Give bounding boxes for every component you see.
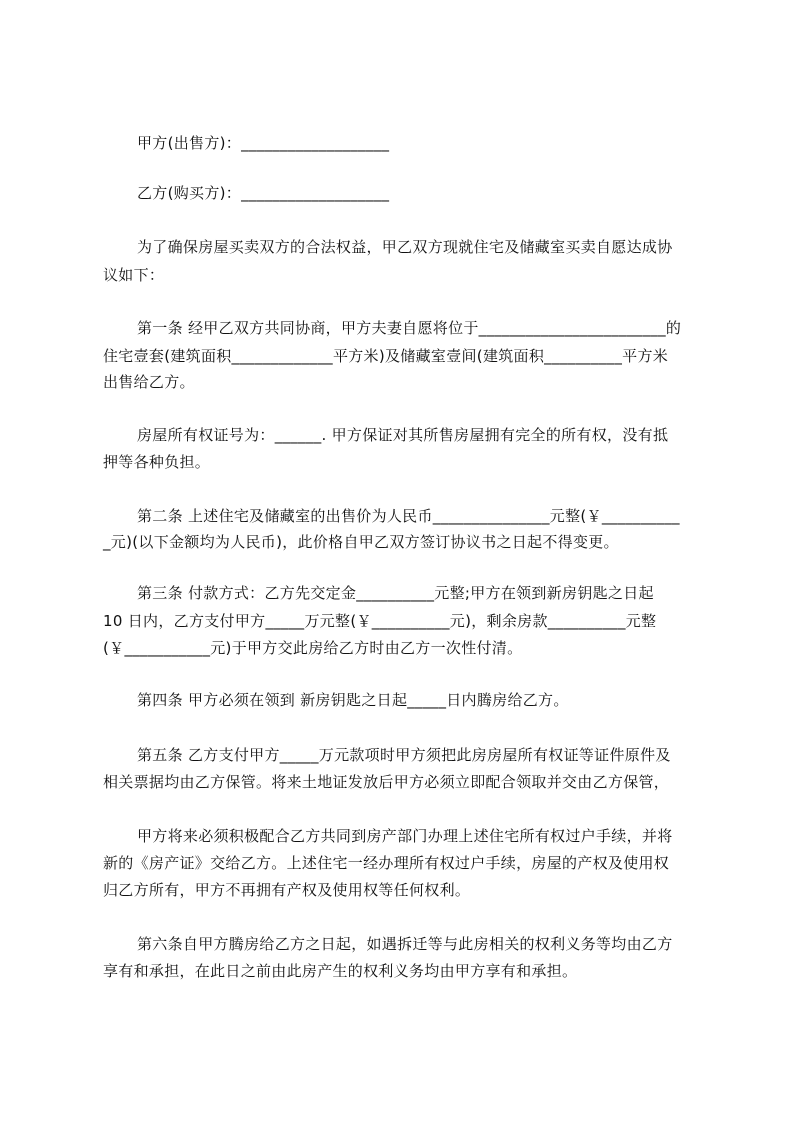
article1-line-1: 第一条 经甲乙双方共同协商，甲方夫妻自愿将位于________________________的	[137, 319, 682, 337]
article5-line-1: 第五条 乙方支付甲方_____万元款项时甲方须把此房房屋所有权证等证件原件及	[137, 746, 671, 764]
party-a-line: 甲方(出售方)：___________________	[137, 134, 390, 152]
article6-line-1: 第六条自甲方腾房给乙方之日起，如遇拆迁等与此房相关的权利义务等均由乙方	[137, 935, 673, 953]
intro-line-2: 议如下：	[103, 266, 165, 284]
transfer-line-2: 新的《房产证》交给乙方。上述住宅一经办理所有权过户手续，房屋的产权及使用权	[103, 854, 670, 872]
article1-line-2: 住宅壹套(建筑面积_____________平方米)及储藏室壹间(建筑面积__________平方米	[103, 347, 669, 365]
article1-line-3: 出售给乙方。	[103, 373, 195, 391]
certificate-line-1: 房屋所有权证号为：______. 甲方保证对其所售房屋拥有完全的所有权，没有抵	[137, 426, 669, 444]
article5-line-2: 相关票据均由乙方保管。将来土地证发放后甲方必须立即配合领取并交由乙方保管，	[103, 773, 670, 791]
article6-line-2: 享有和承担，在此日之前由此房产生的权利义务均由甲方享有和承担。	[103, 962, 578, 980]
transfer-line-1: 甲方将来必须积极配合乙方共同到房产部门办理上述住宅所有权过户手续，并将	[137, 827, 673, 845]
article3-line-3: (￥___________元)于甲方交此房给乙方时由乙方一次性付清。	[103, 639, 523, 657]
article3-line-2: 10 日内，乙方支付甲方_____万元整(￥__________元)，剩余房款__________元整	[103, 612, 657, 630]
transfer-line-3: 归乙方所有，甲方不再拥有产权及使用权等任何权利。	[103, 881, 471, 899]
party-b-line: 乙方(购买方)：___________________	[137, 184, 390, 202]
intro-line-1: 为了确保房屋买卖双方的合法权益，甲乙双方现就住宅及储藏室买卖自愿达成协	[137, 238, 673, 256]
certificate-line-2: 押等各种负担。	[103, 453, 211, 471]
article4-line-1: 第四条 甲方必须在领到 新房钥匙之日起_____日内腾房给乙方。	[137, 691, 569, 709]
article3-line-1: 第三条 付款方式：乙方先交定金__________元整;甲方在领到新房钥匙之日起	[137, 584, 654, 602]
article2-line-2: _元)(以下金额均为人民币)，此价格自甲乙双方签订协议书之日起不得变更。	[103, 533, 619, 551]
article2-line-1: 第二条 上述住宅及储藏室的出售价为人民币_______________元整(￥__________	[137, 507, 680, 525]
